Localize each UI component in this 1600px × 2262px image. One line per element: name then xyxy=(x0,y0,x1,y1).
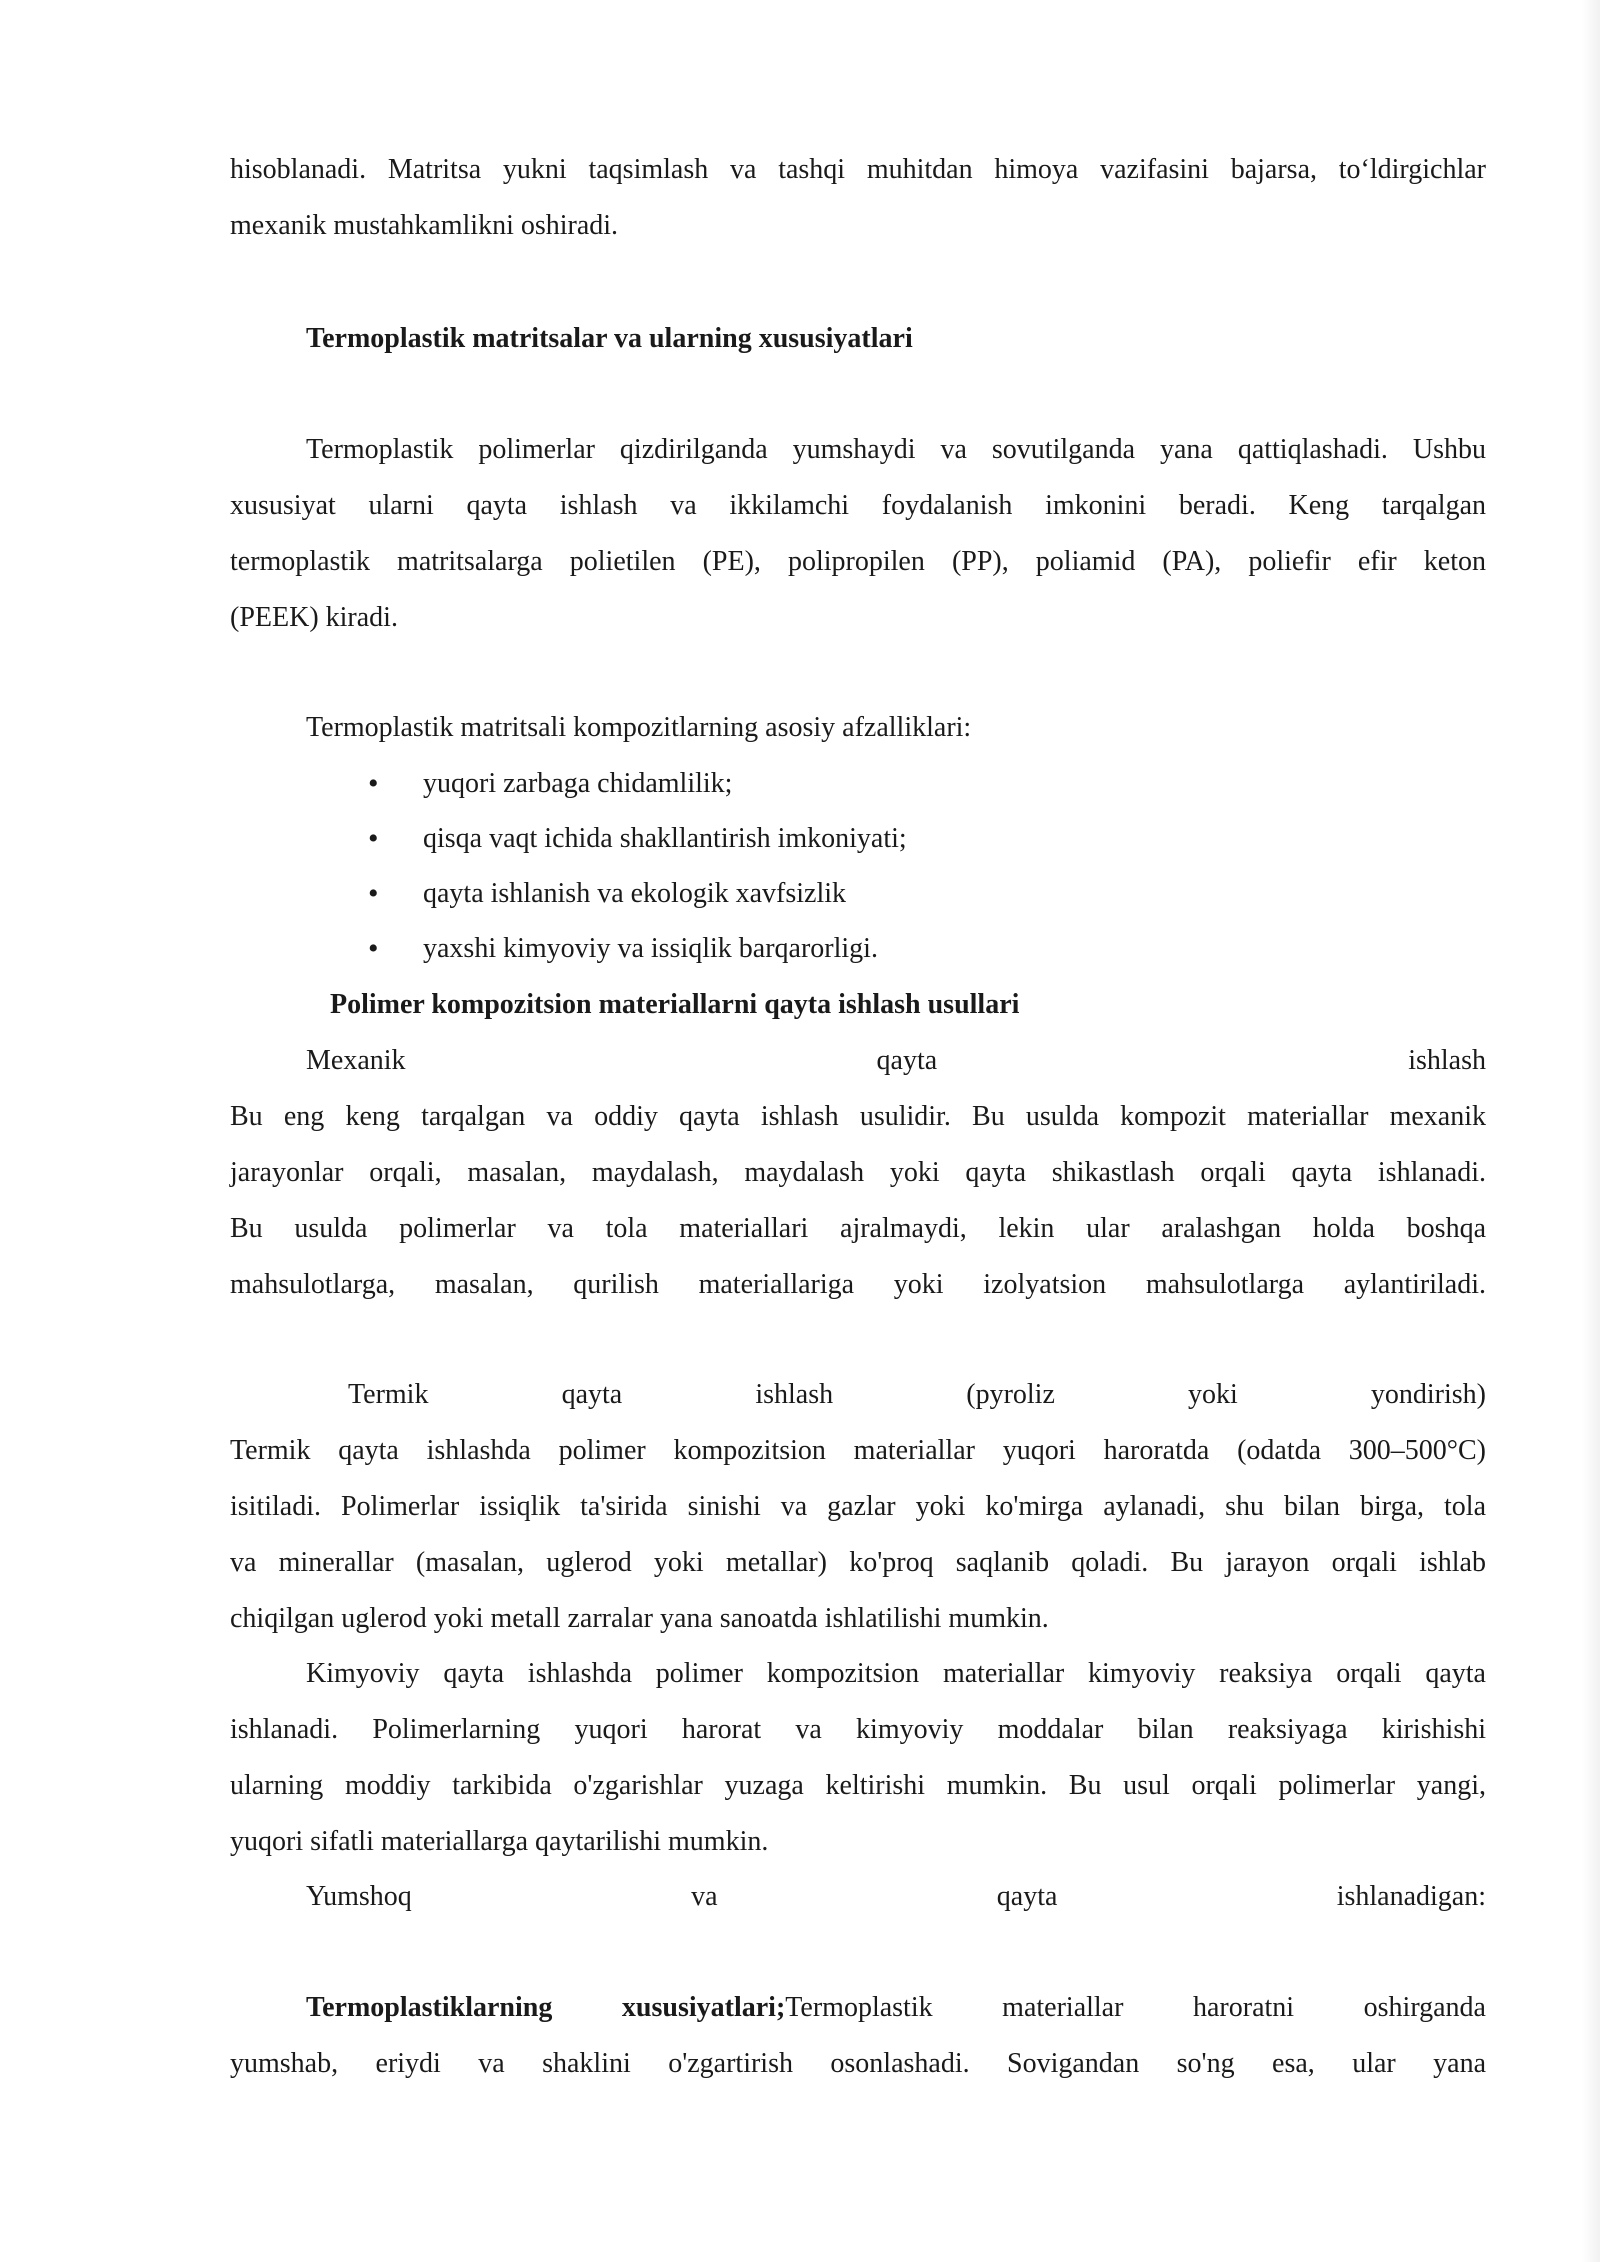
heading-thermoplastic-matrices: Termoplastik matritsalar va ularning xususiyatlari xyxy=(306,323,913,354)
properties-line-1 xyxy=(230,1990,1486,2026)
chemical-line-4: yuqori sifatli materiallarga qaytarilishi mumkin. xyxy=(230,1826,769,1857)
thermoplastic-para-line-3: termoplastik matritsalarga polietilen (PE), polipropilen (PP), poliamid (PA), poliefir efir keton xyxy=(230,546,1486,577)
bullet-icon: • xyxy=(368,767,379,800)
advantages-intro: Termoplastik matritsali kompozitlarning asosiy afzalliklari: xyxy=(306,712,972,743)
properties-line-1-rest: Termoplastik materiallar haroratni oshirganda xyxy=(785,1992,1486,2023)
thermoplastic-para-line-4: (PEEK) kiradi. xyxy=(230,602,398,633)
thermal-line-1: Termik qayta ishlashda polimer kompozitsion materiallar yuqori haroratda (odatda 300–500°C) xyxy=(230,1435,1486,1466)
chemical-line-1: Kimyoviy qayta ishlashda polimer kompozitsion materiallar kimyoviy reaksiya orqali qayta xyxy=(306,1658,1486,1689)
mechanical-line-2: jarayonlar orqali, masalan, maydalash, maydalash yoki qayta shikastlash orqali qayta ishlanadi. xyxy=(230,1157,1486,1188)
thermal-line-3: va minerallar (masalan, uglerod yoki metallar) ko'proq saqlanib qoladi. Bu jarayon orqali ishlab xyxy=(230,1547,1486,1578)
soft-line: Yumshoq va qayta ishlanadigan: xyxy=(306,1881,1486,1912)
page-edge-shadow xyxy=(1582,0,1600,2262)
mechanical-line-4: mahsulotlarga, masalan, qurilish materiallariga yoki izolyatsion mahsulotlarga aylantiriladi. xyxy=(230,1269,1486,1300)
intro-line-1: hisoblanadi. Matritsa yukni taqsimlash va tashqi muhitdan himoya vazifasini bajarsa, to‘ldirgichlar xyxy=(230,154,1486,185)
heading-recycling-methods: Polimer kompozitsion materiallarni qayta ishlash usullari xyxy=(330,989,1020,1020)
thermoplastic-para-line-2: xususiyat ularni qayta ishlash va ikkilamchi foydalanish imkonini beradi. Keng tarqalgan xyxy=(230,490,1486,521)
properties-bold-label: Termoplastiklarning xususiyatlari; xyxy=(306,1992,786,2023)
intro-line-2: mexanik mustahkamlikni oshiradi. xyxy=(230,210,619,241)
bullet-icon: • xyxy=(368,932,379,965)
mechanical-line-1: Bu eng keng tarqalgan va oddiy qayta ishlash usulidir. Bu usulda kompozit materiallar mexanik xyxy=(230,1101,1486,1132)
list-item-text: yuqori zarbaga chidamlilik; xyxy=(423,768,733,799)
list-item-text: yaxshi kimyoviy va issiqlik barqarorligi. xyxy=(423,933,878,964)
thermoplastic-para-line-1: Termoplastik polimerlar qizdirilganda yumshaydi va sovutilganda yana qattiqlashadi. Ushbu xyxy=(306,434,1486,465)
bullet-icon: • xyxy=(368,822,379,855)
chemical-line-2: ishlanadi. Polimerlarning yuqori harorat va kimyoviy moddalar bilan reaksiyaga kirishishi xyxy=(230,1714,1486,1745)
thermal-line-4: chiqilgan uglerod yoki metall zarralar yana sanoatda ishlatilishi mumkin. xyxy=(230,1603,1049,1634)
bullet-icon: • xyxy=(368,877,379,910)
list-item-text: qayta ishlanish va ekologik xavfsizlik xyxy=(423,878,847,909)
chemical-line-3: ularning moddiy tarkibida o'zgarishlar yuzaga keltirishi mumkin. Bu usul orqali polimerlar yangi, xyxy=(230,1770,1486,1801)
thermal-title-line: Termik qayta ishlash (pyroliz yoki yondirish) xyxy=(348,1379,1486,1410)
mechanical-line-3: Bu usulda polimerlar va tola materiallari ajralmaydi, lekin ular aralashgan holda boshqa xyxy=(230,1213,1486,1244)
thermal-line-2: isitiladi. Polimerlar issiqlik ta'sirida sinishi va gazlar yoki ko'mirga aylanadi, shu bilan birga, tola xyxy=(230,1491,1486,1522)
list-item-text: qisqa vaqt ichida shakllantirish imkoniyati; xyxy=(423,823,907,854)
mechanical-title-line: Mexanik qayta ishlash xyxy=(306,1045,1486,1076)
properties-line-2: yumshab, eriydi va shaklini o'zgartirish osonlashadi. Sovigandan so'ng esa, ular yana xyxy=(230,2048,1486,2079)
